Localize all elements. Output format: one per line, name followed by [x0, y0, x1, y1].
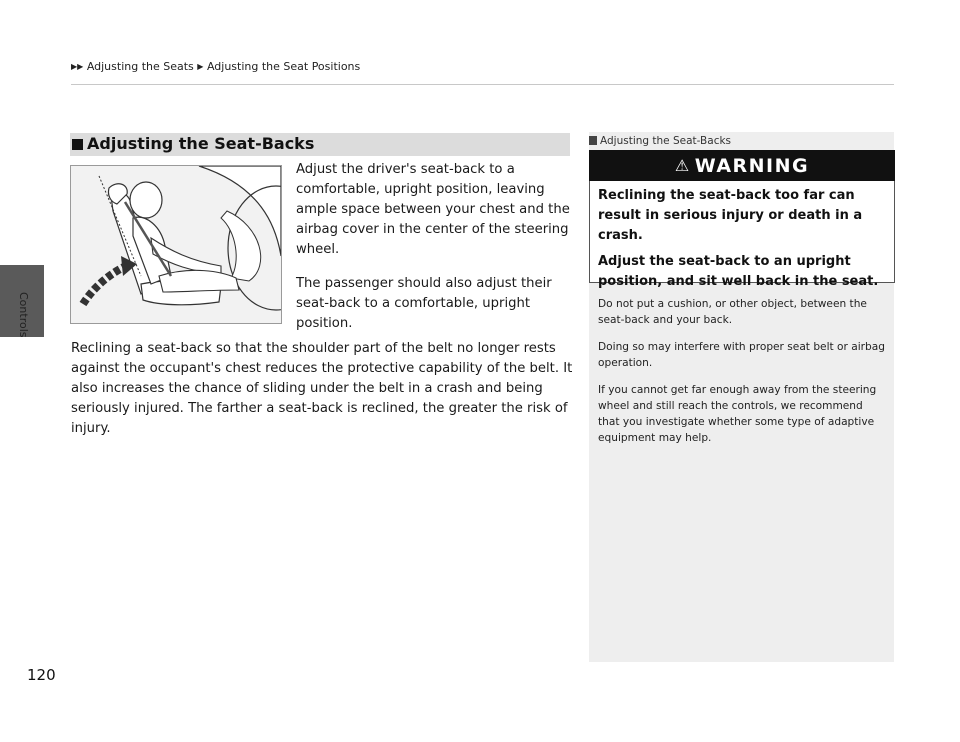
sidebar-ref-title	[589, 135, 731, 147]
sidebar-note-1: Do not put a cushion, or other object, between the seat-back and your back.	[598, 298, 867, 326]
section-title-text: Adjusting the Seat-Backs	[87, 134, 315, 153]
intro-paragraph-passenger: The passenger should also adjust their seat-back to a comfortable, upright position.	[296, 276, 552, 331]
intro-paragraph-driver: Adjust the driver's seat-back to a comfortable, upright position, leaving ample space between your chest and the airbag cover in the center of the steering wheel.	[296, 162, 570, 257]
chapter-label: Controls	[17, 292, 30, 338]
sidebar-note-3: If you cannot get far enough away from the steering wheel and still reach the controls, we recommend that you investigate whether some type of adaptive equipment may help.	[598, 384, 877, 444]
intro-text	[296, 160, 574, 348]
sidebar-note-2: Doing so may interfere with proper seat belt or airbag operation.	[598, 341, 885, 369]
seat-recline-figure	[71, 166, 281, 323]
section-square-icon	[72, 139, 83, 150]
page-number: 120	[27, 666, 56, 684]
warning-line-2: Adjust the seat-back to an upright position, and sit well back in the seat.	[598, 254, 879, 289]
breadcrumb-arrow-icon: ▶▶	[71, 62, 84, 71]
breadcrumb-arrow-icon: ▶	[197, 62, 204, 71]
breadcrumb-item-seats[interactable]: Adjusting the Seats	[86, 60, 194, 73]
section-title	[70, 134, 314, 153]
reference-icon	[589, 136, 597, 145]
sidebar-notes	[598, 296, 886, 457]
warning-title: WARNING	[694, 155, 810, 177]
warning-line-1: Reclining the seat-back too far can result in serious injury or death in a crash.	[598, 188, 863, 243]
breadcrumb	[71, 60, 360, 73]
sidebar-ref-title-text: Adjusting the Seat-Backs	[600, 135, 732, 147]
header-divider	[71, 84, 894, 85]
body-paragraph: Reclining a seat-back so that the shoulder part of the belt no longer rests against the occupant's chest reduces the protective capability of the belt. It also increases the chance of sliding under the belt in a crash and being seriously injured. The farther a seat-back is reclined, the greater the risk of injury.	[71, 341, 573, 436]
warning-text	[598, 186, 888, 298]
warning-triangle-icon: ⚠	[674, 156, 691, 175]
warning-header	[589, 150, 895, 181]
seat-back-illustration	[70, 165, 282, 324]
breadcrumb-item-seat-positions[interactable]: Adjusting the Seat Positions	[206, 60, 361, 73]
